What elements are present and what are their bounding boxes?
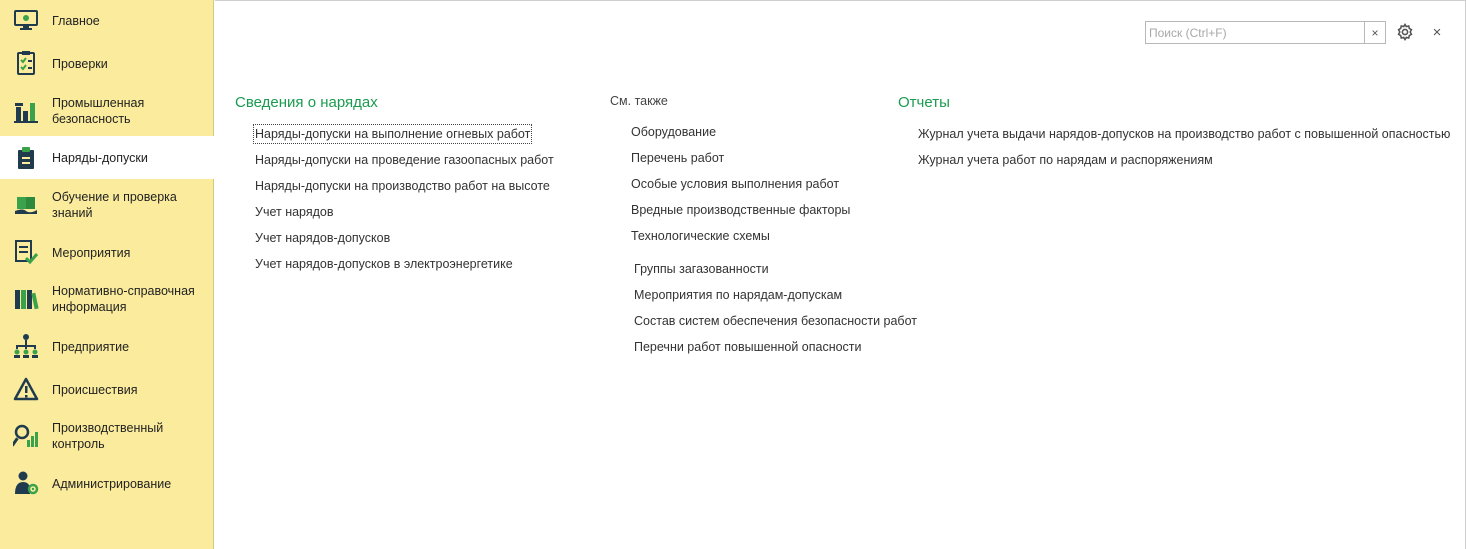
link-equipment[interactable]: Оборудование (631, 125, 717, 139)
sidebar (0, 0, 214, 549)
link-electrical-permits-accounting[interactable]: Учет нарядов-допусков в электроэнергетике (255, 257, 513, 271)
monitor-icon (12, 6, 40, 34)
document-check-icon (12, 238, 40, 266)
sidebar-item-main[interactable] (0, 2, 214, 38)
sidebar-item-training[interactable] (0, 186, 214, 224)
link-report-works-journal[interactable]: Журнал учета работ по нарядам и распоряжениям (918, 153, 1213, 167)
work-permit-icon (12, 144, 40, 172)
sidebar-item-label: Администрирование (52, 477, 172, 491)
link-harmful-factors[interactable]: Вредные производственные факторы (631, 203, 851, 217)
sidebar-item-production-control[interactable] (0, 417, 214, 455)
sidebar-item-checks[interactable] (0, 45, 214, 81)
warning-icon (12, 375, 40, 403)
user-gear-icon (12, 469, 40, 497)
close-button[interactable]: × (1432, 23, 1442, 41)
main-panel (215, 0, 1466, 549)
sidebar-item-enterprise[interactable] (0, 328, 214, 364)
link-works-list[interactable]: Перечень работ (631, 151, 725, 165)
sidebar-item-label: Мероприятия (52, 246, 131, 260)
sidebar-item-label: Главное (52, 14, 100, 28)
link-gas-contamination-groups[interactable]: Группы загазованности (634, 262, 769, 276)
link-technological-schemes[interactable]: Технологические схемы (631, 229, 770, 243)
industrial-safety-icon (12, 96, 40, 124)
clear-search-button[interactable]: × (1364, 22, 1385, 43)
sidebar-item-label: Проверки (52, 57, 108, 71)
magnifier-chart-icon (12, 422, 40, 450)
link-report-permits-journal[interactable]: Журнал учета выдачи нарядов-допусков на производство работ с повышенной опасностью (918, 127, 1451, 141)
sidebar-item-label: Обучение и проверка знаний (52, 190, 177, 220)
sidebar-item-label: Наряды-допуски (52, 151, 148, 165)
sidebar-item-label: Предприятие (52, 340, 130, 354)
org-structure-icon (12, 332, 40, 360)
section-title-info: Сведения о нарядах (235, 94, 378, 111)
sidebar-item-label: Промышленная безопасность (52, 96, 145, 126)
sidebar-item-industrial-safety[interactable] (0, 92, 214, 130)
checklist-icon (12, 49, 40, 77)
gear-icon[interactable] (1395, 22, 1415, 42)
link-permit-measures[interactable]: Мероприятия по нарядам-допускам (634, 288, 843, 302)
link-safety-systems[interactable]: Состав систем обеспечения безопасности работ (634, 314, 917, 328)
link-permits-accounting[interactable]: Учет нарядов-допусков (255, 231, 391, 245)
sidebar-item-label: Нормативно-справочная информация (52, 284, 195, 314)
sidebar-item-label: Производственный контроль (52, 421, 164, 451)
sidebar-item-incidents[interactable] (0, 371, 214, 407)
sidebar-item-activities[interactable] (0, 234, 214, 270)
link-fire-works-permits[interactable]: Наряды-допуски на выполнение огневых работ (255, 127, 531, 141)
search-input[interactable] (1146, 22, 1364, 43)
link-high-risk-works[interactable]: Перечни работ повышенной опасности (634, 340, 862, 354)
link-special-conditions[interactable]: Особые условия выполнения работ (631, 177, 840, 191)
section-title-see-also: См. также (610, 94, 668, 108)
binders-icon (12, 285, 40, 313)
sidebar-item-label: Происшествия (52, 383, 138, 397)
section-title-reports: Отчеты (898, 94, 950, 111)
training-icon (12, 190, 40, 218)
sidebar-item-administration[interactable] (0, 465, 214, 501)
link-height-works-permits[interactable]: Наряды-допуски на производство работ на высоте (255, 179, 550, 193)
sidebar-item-reference-info[interactable] (0, 280, 214, 318)
link-orders-accounting[interactable]: Учет нарядов (255, 205, 334, 219)
link-gas-hazard-permits[interactable]: Наряды-допуски на проведение газоопасных работ (255, 153, 554, 167)
search-box (1145, 21, 1386, 44)
sidebar-item-work-permits[interactable] (0, 136, 214, 179)
